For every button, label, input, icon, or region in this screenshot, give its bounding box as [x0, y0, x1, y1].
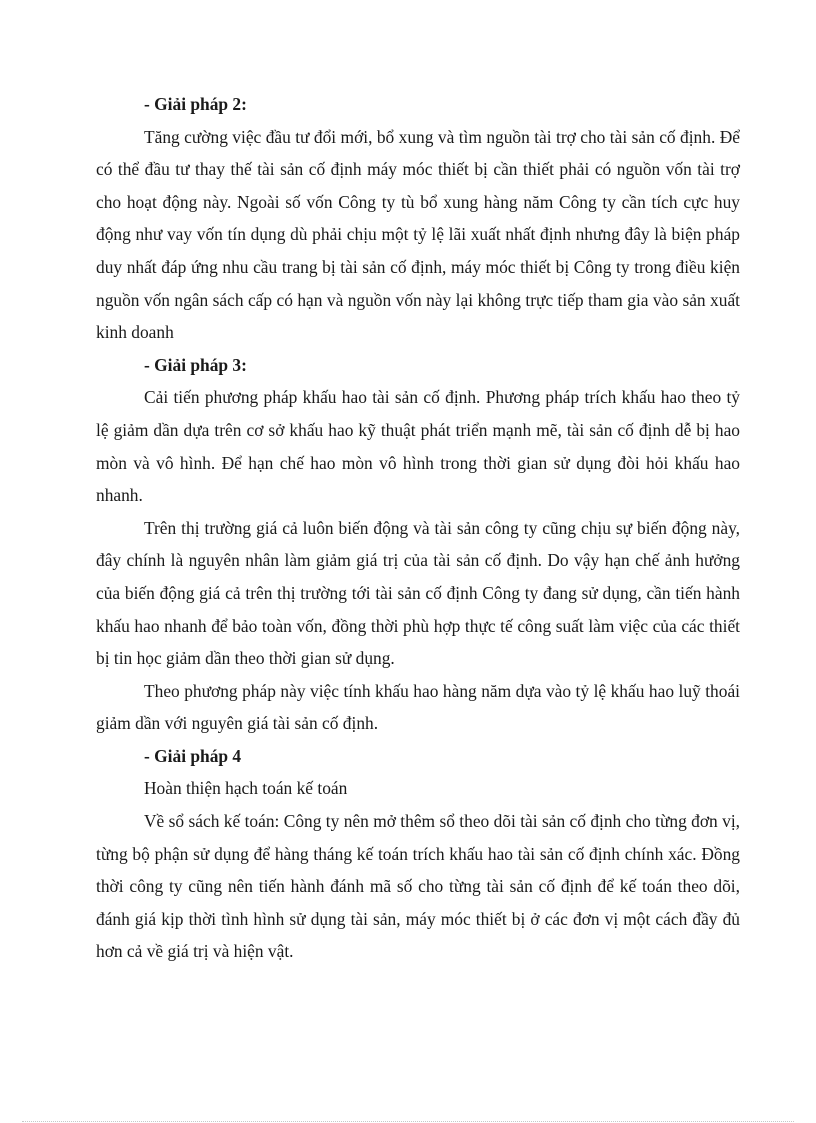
- subheading-accounting: Hoàn thiện hạch toán kế toán: [144, 778, 348, 799]
- paragraph-solution-2: Tăng cường việc đầu tư đổi mới, bổ xung và tìm nguồn tài trợ cho tài sản cố định. Để có thể đầu tư thay thế tài sản cố định máy móc thiết bị cần thiết phải có nguồn vốn tài trợ cho hoạt động này. Ngoài số vốn Công ty tù bổ xung hàng năm Công ty cần tích cực huy động như vay vốn tín dụng dù phải chịu một tỷ lệ lãi xuất nhất định nhưng đây là biện pháp duy nhất đáp ứng nhu cầu trang bị tài sản cố định, máy móc thiết bị Công ty trong điều kiện nguồn vốn ngân sách cấp có hạn và nguồn vốn này lại không trực tiếp tham gia vào sản xuất kinh doanh: [96, 126, 740, 343]
- document-page: [96, 88, 740, 968]
- heading-solution-4: - Giải pháp 4: [144, 745, 242, 766]
- heading-solution-2: - Giải pháp 2:: [144, 94, 247, 114]
- page-bottom-divider: [22, 1121, 794, 1122]
- heading-solution-3: - Giải pháp 3:: [144, 354, 247, 375]
- paragraph-solution-3-method: Theo phương pháp này việc tính khấu hao hàng năm dựa vào tỷ lệ khấu hao luỹ thoái giảm dần với nguyên giá tài sản cố định.: [96, 680, 740, 734]
- paragraph-solution-4-books: Về sổ sách kế toán: Công ty nên mở thêm sổ theo dõi tài sản cố định cho từng đơn vị, từng bộ phận sử dụng để hàng tháng kế toán trích khấu hao tài sản cố định chính xác. Đồng thời công ty cũng nên tiến hành đánh mã số cho từng tài sản cố định để kế toán theo dõi, đánh giá kịp thời tình hình sử dụng tài sản, máy móc thiết bị ở các đơn vị một cách đầy đủ hơn cả về giá trị và hiện vật.: [96, 811, 740, 962]
- paragraph-solution-3-market: Trên thị trường giá cả luôn biến động và tài sản công ty cũng chịu sự biến động này, đây chính là nguyên nhân làm giảm giá trị của tài sản cố định. Do vậy hạn chế ảnh hưởng của biến động giá cả trên thị trường tới tài sản cố định Công ty đang sử dụng, cần tiến hành khấu hao nhanh để bảo toàn vốn, đồng thời phù hợp thực tế công suất làm việc của các thiết bị tin học giảm dần theo thời gian sử dụng.: [96, 517, 740, 669]
- paragraph-solution-3-depreciation: Cải tiến phương pháp khấu hao tài sản cố định. Phương pháp trích khấu hao theo tỷ lệ giảm dần dựa trên cơ sở khấu hao kỹ thuật phát triển mạnh mẽ, tài sản cố định dễ bị hao mòn và vô hình. Để hạn chế hao mòn vô hình trong thời gian sử dụng đòi hỏi khấu hao nhanh.: [96, 387, 740, 506]
